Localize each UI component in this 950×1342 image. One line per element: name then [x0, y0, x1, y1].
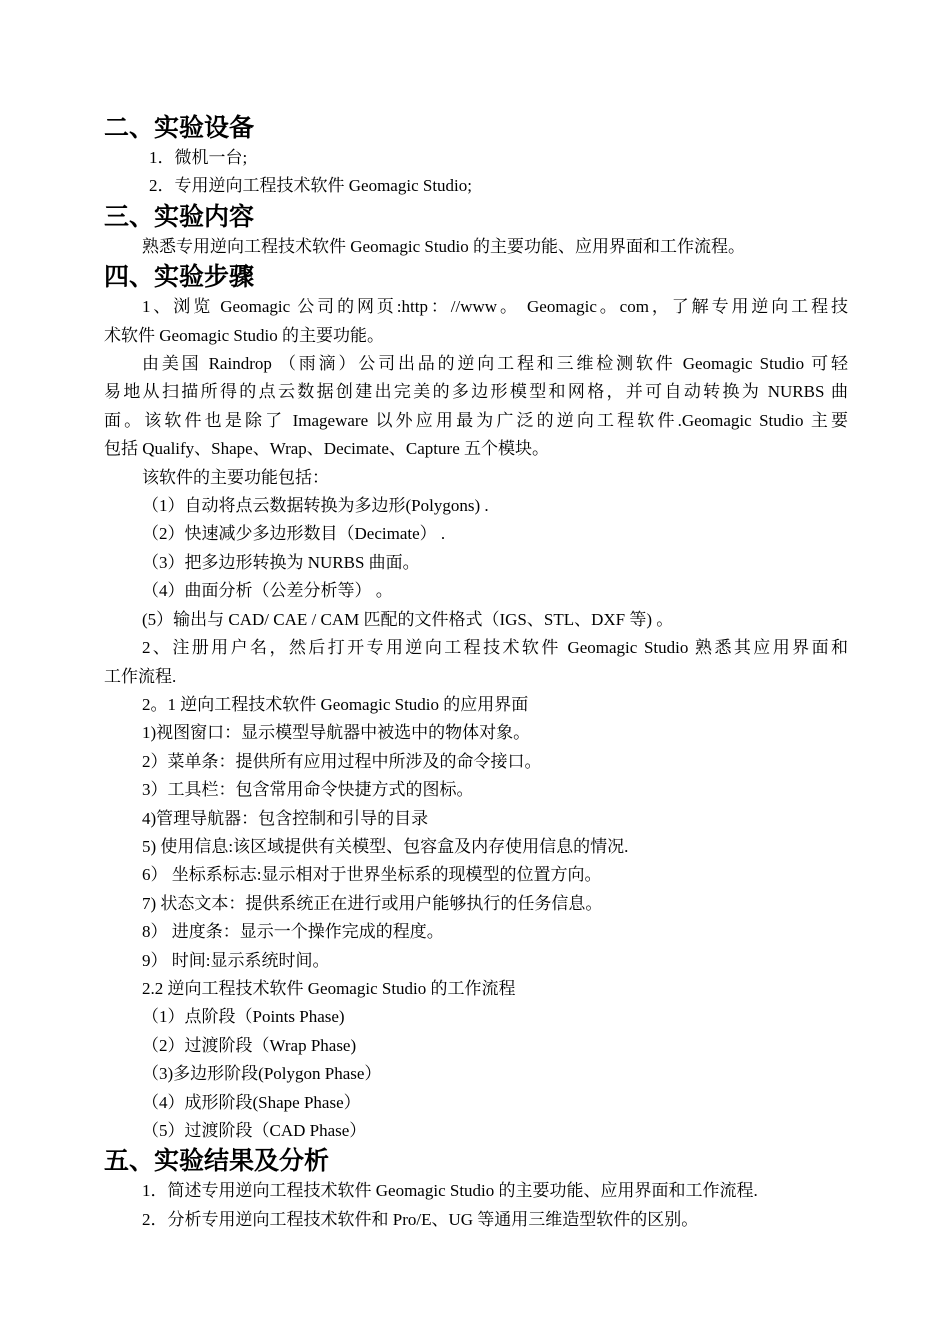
- flow-item: （5）过渡阶段（CAD Phase）: [142, 1121, 367, 1140]
- function-item: （3）把多边形转换为 NURBS 曲面。: [142, 552, 420, 572]
- step2-line: 工作流程.: [104, 666, 177, 686]
- function-item: （2）快速减少多边形数目（Decimate） .: [142, 524, 446, 544]
- flow-subtitle: 2.2 逆向工程技术软件 Geomagic Studio 的工作流程: [142, 978, 516, 998]
- step1-line: 1、浏览 Geomagic 公司的网页:http：//www。 Geomagic。com，了解专用逆向工程技: [142, 297, 848, 317]
- ui-item: 1)视图窗口：显示模型导航器中被选中的物体对象。: [142, 723, 531, 743]
- ui-item: 2）菜单条：提供所有应用过程中所涉及的命令接口。: [142, 751, 542, 771]
- ui-item: 4)管理导航器：包含控制和引导的目录: [142, 808, 429, 828]
- section-heading-content: 三、实验内容: [104, 201, 255, 231]
- ui-item: 6） 坐标系标志:显示相对于世界坐标系的现模型的位置方向。: [142, 865, 602, 885]
- ui-item: 7) 状态文本：提供系统正在进行或用户能够执行的任务信息。: [142, 893, 603, 913]
- section-heading-equipment: 二、实验设备: [104, 113, 255, 142]
- section-heading-results: 五、实验结果及分析: [104, 1146, 330, 1176]
- content-text: 熟悉专用逆向工程技术软件 Geomagic Studio 的主要功能、应用界面和工作流程。: [142, 236, 746, 256]
- functions-title: 该软件的主要功能包括：: [142, 467, 329, 487]
- intro-line: 包括 Qualify、Shape、Wrap、Decimate、Capture 五个模块。: [104, 439, 549, 459]
- flow-item: （3)多边形阶段(Polygon Phase）: [142, 1064, 382, 1084]
- step2-line: 2、注册用户名，然后打开专用逆向工程技术软件 Geomagic Studio 熟悉其应用界面和: [142, 638, 848, 658]
- section-heading-steps: 四、实验步骤: [104, 262, 255, 292]
- step1-line: 术软件 Geomagic Studio 的主要功能。: [104, 325, 385, 345]
- ui-subtitle: 2。1 逆向工程技术软件 Geomagic Studio 的应用界面: [142, 694, 529, 714]
- ui-item: 3）工具栏：包含常用命令快捷方式的图标。: [142, 780, 474, 800]
- equipment-item: 1．微机一台;: [149, 148, 248, 167]
- ui-item: 8） 进度条：显示一个操作完成的程度。: [142, 922, 444, 942]
- flow-item: （1）点阶段（Points Phase): [142, 1007, 345, 1027]
- intro-line: 由美国 Raindrop （雨滴）公司出品的逆向工程和三维检测软件 Geomagic Studio 可轻: [142, 354, 848, 374]
- function-item: （4）曲面分析（公差分析等） 。: [142, 581, 393, 601]
- intro-line: 易地从扫描所得的点云数据创建出完美的多边形模型和网格，并可自动转换为 NURBS 曲: [104, 382, 848, 402]
- function-item: (5）输出与 CAD/ CAE / CAM 匹配的文件格式（IGS、STL、DXF 等) 。: [142, 609, 674, 629]
- equipment-item: 2．专用逆向工程技术软件 Geomagic Studio;: [149, 176, 472, 196]
- result-item: 2．分析专用逆向工程技术软件和 Pro/E、UG 等通用三维造型软件的区别。: [142, 1209, 699, 1229]
- function-item: （1）自动将点云数据转换为多边形(Polygons) .: [142, 496, 489, 516]
- ui-item: 9） 时间:显示系统时间。: [142, 950, 330, 970]
- document-page: [104, 112, 848, 1234]
- intro-line: 面。该软件也是除了 Imageware 以外应用最为广泛的逆向工程软件.Geomagic Studio 主要: [104, 410, 848, 430]
- flow-item: （4）成形阶段(Shape Phase）: [142, 1092, 361, 1112]
- flow-item: （2）过渡阶段（Wrap Phase): [142, 1035, 357, 1055]
- result-item: 1．简述专用逆向工程技术软件 Geomagic Studio 的主要功能、应用界面和工作流程.: [142, 1181, 758, 1201]
- ui-item: 5) 使用信息:该区域提供有关模型、包容盒及内存使用信息的情况.: [142, 836, 629, 856]
